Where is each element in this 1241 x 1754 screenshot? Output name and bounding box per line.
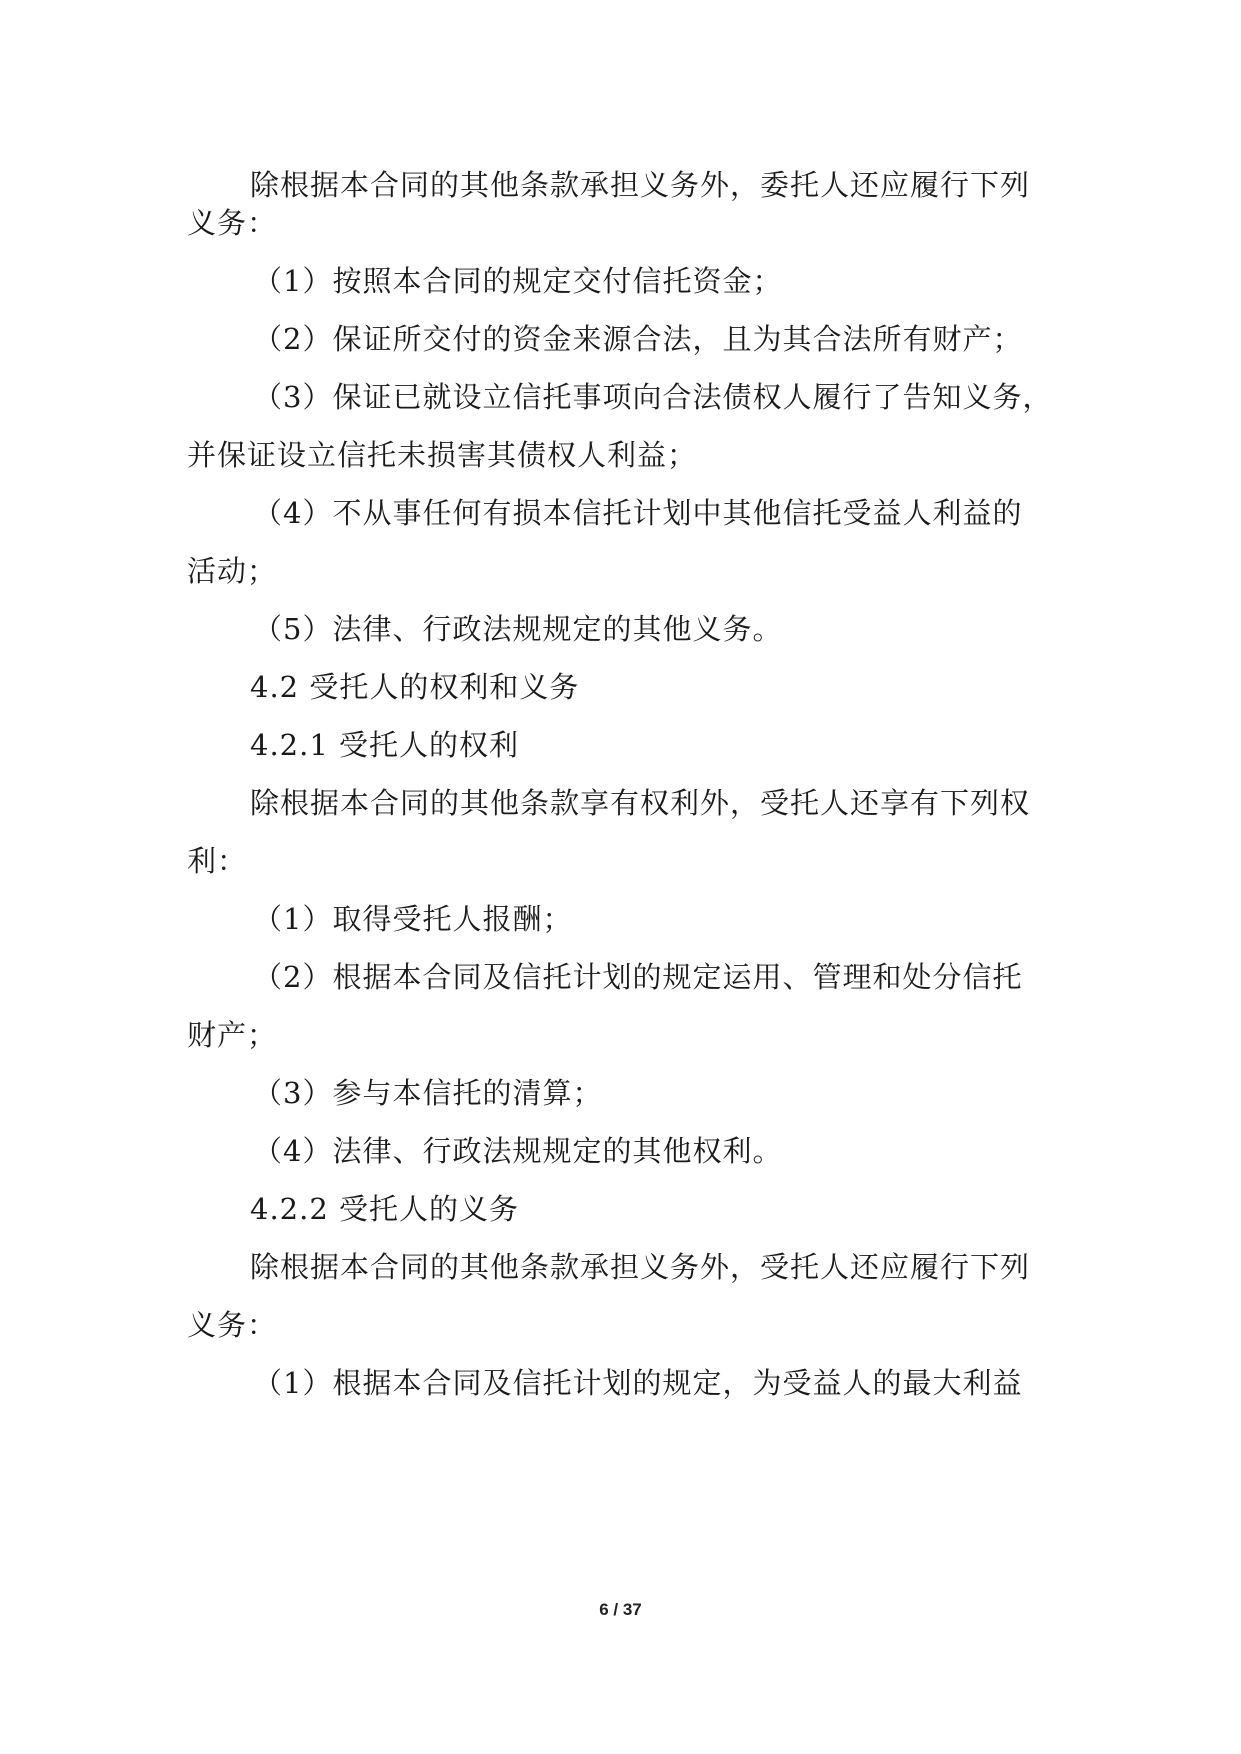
paragraph-line: 除根据本合同的其他条款承担义务外，受托人还应履行下列: [250, 1250, 1031, 1284]
list-item: （3）保证已就设立信托事项向合法债权人履行了告知义务，: [253, 380, 1053, 414]
subsection-heading: 4.2.1 受托人的权利: [250, 728, 520, 762]
list-item: （1）按照本合同的规定交付信托资金；: [253, 264, 783, 298]
paragraph-line: 除根据本合同的其他条款承担义务外，委托人还应履行下列: [250, 168, 1031, 202]
paragraph-line: 利：: [187, 844, 248, 878]
list-item: （4）法律、行政法规规定的其他权利。: [253, 1134, 783, 1168]
paragraph-line: 并保证设立信托未损害其债权人利益；: [187, 438, 698, 472]
list-item: （3）参与本信托的清算；: [253, 1076, 603, 1110]
subsection-heading: 4.2.2 受托人的义务: [250, 1192, 520, 1226]
paragraph-line: 财产；: [187, 1018, 278, 1052]
list-item: （4）不从事任何有损本信托计划中其他信托受益人利益的: [253, 496, 1023, 530]
list-item: （5）法律、行政法规规定的其他义务。: [253, 612, 783, 646]
section-heading: 4.2 受托人的权利和义务: [250, 670, 580, 704]
list-item: （2）保证所交付的资金来源合法，且为其合法所有财产；: [253, 322, 1023, 356]
list-item: （2）根据本合同及信托计划的规定运用、管理和处分信托: [253, 960, 1023, 994]
list-item: （1）根据本合同及信托计划的规定，为受益人的最大利益: [253, 1366, 1023, 1400]
page-number: 6 / 37: [599, 1600, 642, 1619]
paragraph-line: 除根据本合同的其他条款享有权利外，受托人还享有下列权: [250, 786, 1031, 820]
paragraph-line: 义务：: [187, 206, 278, 240]
paragraph-line: 义务：: [187, 1308, 278, 1342]
list-item: （1）取得受托人报酬；: [253, 902, 573, 936]
paragraph-line: 活动；: [187, 554, 278, 588]
